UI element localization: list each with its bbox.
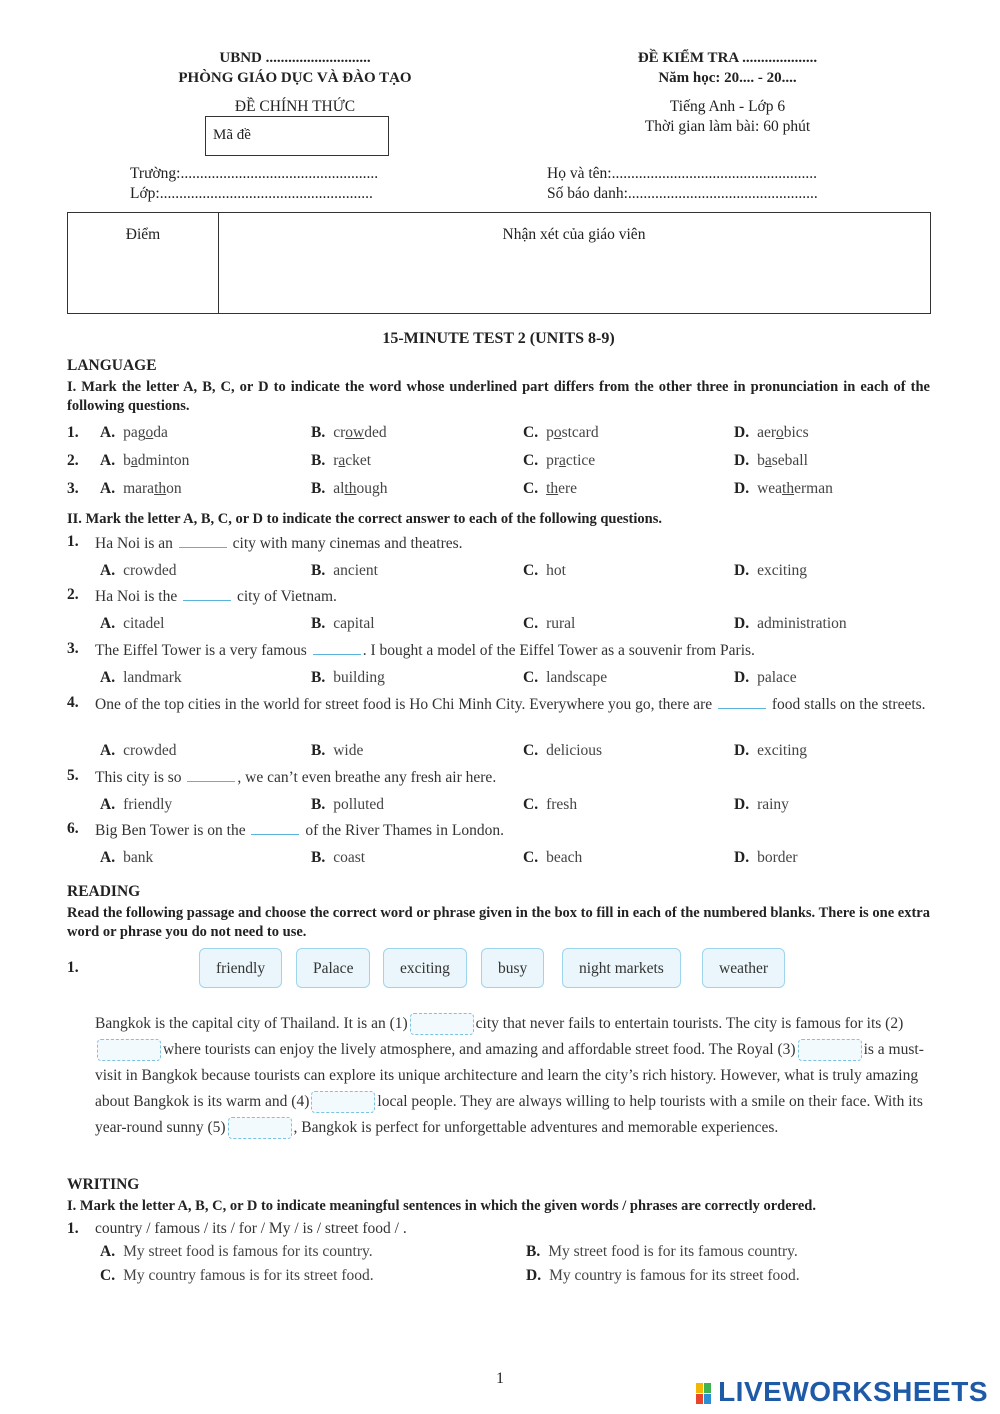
option-letter: C. — [523, 615, 539, 632]
answer-option[interactable] — [311, 615, 375, 633]
score-label: Điểm — [125, 226, 161, 243]
option-letter: B. — [311, 849, 326, 866]
option-text: bank — [123, 849, 154, 866]
answer-option[interactable] — [523, 615, 575, 633]
brand-text: LIVEWORKSHEETS — [718, 1376, 988, 1407]
answer-option[interactable] — [311, 742, 363, 760]
option-letter: B. — [311, 742, 326, 759]
option-letter: B. — [526, 1243, 541, 1260]
answer-option[interactable] — [523, 424, 599, 442]
word-part: r — [333, 452, 339, 469]
option-text: landscape — [546, 669, 608, 686]
option-letter: A. — [100, 452, 116, 469]
answer-option[interactable] — [523, 452, 595, 470]
word-part: p — [546, 424, 554, 441]
option-text: administration — [757, 615, 847, 632]
option-text: crowded — [123, 562, 177, 579]
option-letter: A. — [100, 742, 116, 759]
question-text — [95, 820, 504, 840]
option-text: My street food is famous for its country. — [123, 1243, 373, 1260]
answer-option[interactable] — [734, 849, 798, 867]
option-letter: C. — [523, 424, 539, 441]
option-letter: B. — [311, 796, 326, 813]
option-letter: A. — [100, 615, 116, 632]
option-text: rural — [546, 615, 576, 632]
option-letter: C. — [523, 669, 539, 686]
option-text: beach — [546, 849, 583, 866]
word-part: ough — [356, 480, 388, 497]
exam-code-box — [205, 116, 389, 156]
question-number: 3. — [67, 640, 79, 657]
answer-option[interactable] — [100, 424, 168, 442]
answer-option[interactable] — [523, 796, 577, 814]
answer-blank[interactable] — [183, 586, 231, 601]
option-letter: D. — [734, 562, 750, 579]
teacher-comment-label: Nhận xét của giáo viên — [502, 226, 646, 243]
official-label: ĐỀ CHÍNH THỨC — [234, 98, 356, 115]
underlined-part: th — [546, 480, 559, 497]
option-text: exciting — [757, 562, 808, 579]
reading-question-number: 1. — [67, 959, 79, 976]
underlined-part: a — [559, 452, 566, 469]
option-text: border — [757, 849, 798, 866]
word-chip[interactable]: night markets — [562, 948, 681, 988]
word-part: al — [333, 480, 345, 497]
question-text-after: city with many cinemas and theatres. — [228, 535, 463, 552]
word-chip[interactable]: exciting — [383, 948, 467, 988]
word-part: b — [757, 452, 765, 469]
student-id-field: Số báo danh:................................................. — [547, 185, 818, 202]
answer-option[interactable] — [100, 796, 172, 814]
writing-question-number: 1. — [67, 1220, 79, 1237]
option-letter: D. — [526, 1267, 542, 1284]
word-part: on — [166, 480, 182, 497]
option-letter: D. — [734, 796, 750, 813]
answer-option[interactable] — [523, 480, 577, 498]
answer-blank[interactable] — [187, 767, 235, 782]
option-text: fresh — [546, 796, 578, 813]
word-part: da — [153, 424, 168, 441]
option-text: My country famous is for its street food. — [123, 1267, 374, 1284]
question-text-after: . I bought a model of the Eiffel Tower as a souvenir from Paris. — [362, 642, 755, 659]
answer-option[interactable] — [100, 1243, 373, 1261]
underlined-part: a — [338, 452, 346, 469]
option-letter: B. — [311, 669, 326, 686]
school-year: Năm học: 20.... - 20.... — [658, 70, 797, 86]
option-letter: A. — [100, 669, 116, 686]
exam-title-line: ĐỀ KIỂM TRA .................... — [637, 50, 818, 66]
option-letter: C. — [523, 562, 539, 579]
underlined-part: o — [776, 424, 784, 441]
option-text: friendly — [123, 796, 173, 813]
underlined-part: th — [344, 480, 357, 497]
answer-option[interactable] — [523, 562, 566, 580]
underlined-part: o — [553, 424, 562, 441]
writing-heading: WRITING — [67, 1176, 140, 1193]
answer-option[interactable] — [311, 849, 365, 867]
answer-option[interactable] — [100, 562, 176, 580]
passage-text: where tourists can enjoy the lively atmosphere, and amazing and affordable street food. The Royal (3) — [163, 1041, 796, 1058]
word-part: cr — [333, 424, 346, 441]
word-part: b — [123, 452, 131, 469]
question-number: 3. — [67, 480, 79, 497]
answer-option[interactable] — [311, 480, 387, 498]
question-number: 2. — [67, 586, 79, 603]
answer-blank[interactable] — [718, 694, 766, 709]
language-heading: LANGUAGE — [67, 357, 157, 374]
option-letter: B. — [311, 615, 326, 632]
option-text: wide — [333, 742, 364, 759]
option-letter: A. — [100, 796, 116, 813]
answer-option[interactable] — [526, 1267, 800, 1285]
answer-option[interactable] — [311, 424, 387, 442]
option-letter: A. — [100, 849, 116, 866]
question-number: 4. — [67, 694, 79, 711]
question-text — [95, 533, 463, 553]
question-text-before: Ha Noi is an — [95, 535, 177, 552]
passage-gap-2[interactable] — [97, 1039, 161, 1061]
reading-passage — [95, 1011, 925, 1141]
option-letter: D. — [734, 742, 750, 759]
word-chip[interactable]: Palace — [296, 948, 370, 988]
option-text: capital — [333, 615, 375, 632]
answer-option[interactable] — [100, 480, 182, 498]
word-part: ded — [364, 424, 387, 441]
question-number: 6. — [67, 820, 79, 837]
part1-instruction: I. Mark the letter A, B, C, or D to indicate the word whose underlined part differs from the other three in pronunciation in each of the following questions. — [67, 379, 930, 414]
answer-option[interactable] — [734, 424, 809, 442]
question-number: 1. — [67, 533, 79, 550]
question-text-before: This city is so — [95, 769, 186, 786]
answer-option[interactable] — [100, 452, 189, 470]
answer-option[interactable] — [734, 615, 847, 633]
option-text: palace — [757, 669, 797, 686]
option-text: rainy — [757, 796, 789, 813]
option-letter: D. — [734, 669, 750, 686]
answer-option[interactable] — [100, 669, 182, 687]
writing-question-text: country / famous / its / for / My / is / street food / . — [95, 1220, 407, 1237]
word-part: aer — [757, 424, 776, 441]
question-text-after: of the River Thames in London. — [301, 822, 504, 839]
answer-option[interactable] — [734, 562, 807, 580]
word-part: wea — [757, 480, 783, 497]
option-letter: B. — [311, 452, 326, 469]
question-text — [95, 640, 755, 660]
time-line: Thời gian làm bài: 60 phút — [644, 118, 811, 135]
question-text — [95, 694, 930, 714]
answer-option[interactable] — [100, 742, 176, 760]
word-chip[interactable]: busy — [481, 948, 544, 988]
answer-option[interactable] — [100, 1267, 374, 1285]
underlined-part: a — [764, 452, 772, 469]
question-number: 5. — [67, 767, 79, 784]
option-letter: B. — [311, 562, 326, 579]
answer-option[interactable] — [100, 849, 153, 867]
passage-gap-3[interactable] — [798, 1039, 862, 1061]
answer-option[interactable] — [734, 742, 807, 760]
word-part: stcard — [561, 424, 599, 441]
question-number: 1. — [67, 424, 79, 441]
passage-text: local people. They are always willing to help tourists with a smile on their face. With its year-round sunny (5) — [95, 1093, 923, 1136]
option-letter: A. — [100, 562, 116, 579]
passage-gap-5[interactable] — [228, 1117, 292, 1139]
option-letter: C. — [523, 796, 539, 813]
option-text: ancient — [333, 562, 378, 579]
question-text-before: One of the top cities in the world for street food is Ho Chi Minh City. Everywhere you go, there are — [95, 696, 716, 713]
option-text: delicious — [546, 742, 603, 759]
answer-option[interactable] — [734, 796, 789, 814]
question-text-after: food stalls on the streets. — [768, 696, 926, 713]
passage-gap-1[interactable] — [410, 1013, 474, 1035]
option-letter: D. — [734, 424, 750, 441]
question-text — [95, 586, 337, 606]
answer-blank[interactable] — [313, 640, 361, 655]
word-chip[interactable]: friendly — [199, 948, 282, 988]
subject-line: Tiếng Anh - Lớp 6 — [669, 98, 786, 115]
underlined-part: o — [145, 424, 154, 441]
reading-instruction: Read the following passage and choose the correct word or phrase given in the box to fill in each of the numbered blanks. There is one extra word or phrase you do not need to use. — [67, 905, 930, 940]
answer-option[interactable] — [311, 669, 385, 687]
liveworksheets-logo-icon — [696, 1383, 712, 1405]
page-number: 1 — [496, 1370, 504, 1387]
exam-code-label: Mã đề — [213, 127, 251, 143]
option-letter: D. — [734, 849, 750, 866]
answer-option[interactable] — [311, 562, 378, 580]
word-part: pr — [546, 452, 559, 469]
passage-gap-4[interactable] — [311, 1091, 375, 1113]
option-text: building — [333, 669, 385, 686]
question-text-after: city of Vietnam. — [233, 588, 337, 605]
score-comment-box — [67, 212, 931, 314]
option-letter: A. — [100, 1243, 116, 1260]
option-letter: D. — [734, 452, 750, 469]
option-letter: A. — [100, 480, 116, 497]
answer-option[interactable] — [734, 452, 808, 470]
passage-text: city that never fails to entertain tourists. The city is famous for its (2) — [475, 1015, 904, 1032]
answer-option[interactable] — [523, 669, 607, 687]
word-part: erman — [794, 480, 833, 497]
option-text: My street food is for its famous country. — [548, 1243, 798, 1260]
part2-instruction: II. Mark the letter A, B, C, or D to indicate the correct answer to each of the following questions. — [67, 511, 662, 527]
class-field: Lớp:....................................................... — [130, 185, 373, 202]
option-text: coast — [333, 849, 366, 866]
answer-option[interactable] — [734, 480, 833, 498]
word-part: bics — [783, 424, 809, 441]
underlined-part: a — [130, 452, 138, 469]
word-part: dminton — [137, 452, 190, 469]
question-text-after: , we can’t even breathe any fresh air here. — [237, 769, 497, 786]
option-text: citadel — [123, 615, 165, 632]
option-letter: B. — [311, 480, 326, 497]
underlined-part: th — [154, 480, 167, 497]
writing-instruction: I. Mark the letter A, B, C, or D to indicate meaningful sentences in which the given words / phrases are correctly ordered. — [67, 1198, 816, 1214]
passage-text: Bangkok is the capital city of Thailand. It is an (1) — [95, 1015, 408, 1032]
authority-line: UBND ............................ — [219, 50, 371, 66]
answer-option[interactable] — [100, 615, 164, 633]
option-letter: C. — [523, 849, 539, 866]
school-field: Trường:................................................... — [130, 165, 379, 182]
option-letter: D. — [734, 480, 750, 497]
option-text: exciting — [757, 742, 808, 759]
option-text: hot — [546, 562, 566, 579]
word-part: ctice — [565, 452, 596, 469]
question-text-before: Big Ben Tower is on the — [95, 822, 250, 839]
question-text-before: Ha Noi is the — [95, 588, 182, 605]
question-text-before: The Eiffel Tower is a very famous — [95, 642, 311, 659]
option-text: My country is famous for its street food. — [549, 1267, 800, 1284]
word-part: mara — [123, 480, 155, 497]
word-chip[interactable]: weather — [702, 948, 785, 988]
underlined-part: th — [782, 480, 795, 497]
department-name: PHÒNG GIÁO DỤC VÀ ĐÀO TẠO — [178, 70, 412, 86]
word-part: pag — [123, 424, 146, 441]
answer-blank[interactable] — [251, 820, 299, 835]
liveworksheets-logo — [696, 1376, 988, 1408]
option-letter: D. — [734, 615, 750, 632]
reading-heading: READING — [67, 883, 141, 900]
passage-text: is a must-visit in Bangkok because tourists can explore its unique architecture and learn the city’s rich history. However, what is truly amazing about Bangkok is its warm and (4) — [95, 1041, 924, 1110]
word-part: cket — [345, 452, 372, 469]
option-text: crowded — [123, 742, 177, 759]
passage-text: , Bangkok is perfect for unforgettable adventures and memorable experiences. — [293, 1119, 779, 1136]
word-part: seball — [771, 452, 808, 469]
option-letter: C. — [523, 452, 539, 469]
option-letter: C. — [523, 480, 539, 497]
question-text — [95, 767, 496, 787]
option-text: landmark — [123, 669, 182, 686]
answer-blank[interactable] — [179, 533, 227, 548]
answer-option[interactable] — [734, 669, 797, 687]
question-number: 2. — [67, 452, 79, 469]
answer-option[interactable] — [311, 452, 371, 470]
answer-option[interactable] — [523, 849, 582, 867]
option-letter: C. — [523, 742, 539, 759]
option-text: polluted — [333, 796, 385, 813]
answer-option[interactable] — [523, 742, 602, 760]
option-letter: C. — [100, 1267, 116, 1284]
option-letter: B. — [311, 424, 326, 441]
answer-option[interactable] — [526, 1243, 798, 1261]
answer-option[interactable] — [311, 796, 384, 814]
name-field: Họ và tên:..................................................... — [547, 165, 817, 182]
option-letter: A. — [100, 424, 116, 441]
test-title: 15-MINUTE TEST 2 (UNITS 8-9) — [382, 330, 615, 347]
word-part: ere — [558, 480, 578, 497]
underlined-part: ow — [345, 424, 365, 441]
